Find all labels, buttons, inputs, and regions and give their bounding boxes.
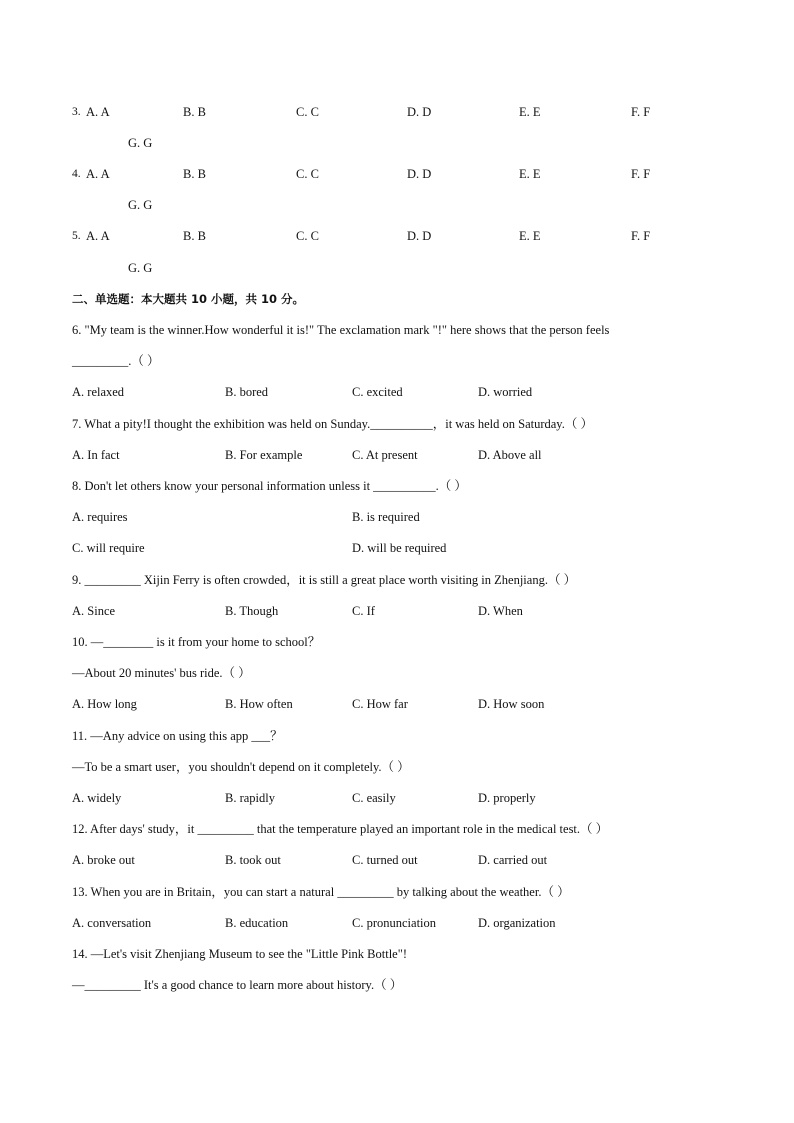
question-number: 4. bbox=[72, 168, 81, 180]
option-b: B. took out bbox=[225, 853, 281, 867]
option-d: D. How soon bbox=[478, 697, 545, 711]
question-10-response: —About 20 minutes' bus ride.（ ） bbox=[72, 666, 251, 680]
section-heading: 二、单选题：本大题共 10 小题，共 10 分。 bbox=[72, 292, 305, 306]
question-6-stem-blank: _________.（ ） bbox=[72, 354, 160, 368]
option-b: B. is required bbox=[352, 510, 420, 524]
option-d: D. will be required bbox=[352, 541, 447, 555]
option-d: D. When bbox=[478, 604, 523, 618]
option-b: B. rapidly bbox=[225, 791, 275, 805]
option-c: C. If bbox=[352, 604, 375, 618]
option-g: G. G bbox=[128, 136, 153, 150]
question-12-stem: 12. After days' study，it _________ that the temperature played an important role in the medical test.（ ） bbox=[72, 822, 609, 836]
option-g: G. G bbox=[128, 198, 153, 212]
option-a: A. A bbox=[86, 105, 110, 119]
option-a: A. conversation bbox=[72, 916, 152, 930]
option-c: C. At present bbox=[352, 448, 418, 462]
option-c: C. excited bbox=[352, 385, 403, 399]
question-14-response: —_________ It's a good chance to learn more about history.（ ） bbox=[72, 978, 403, 992]
option-d: D. D bbox=[407, 105, 432, 119]
question-13-stem: 13. When you are in Britain，you can start a natural _________ by talking about the weather.（ ） bbox=[72, 885, 570, 899]
option-a: A. A bbox=[86, 229, 110, 243]
option-e: E. E bbox=[519, 105, 541, 119]
option-a: A. A bbox=[86, 167, 110, 181]
option-b: B. B bbox=[183, 105, 206, 119]
option-d: D. carried out bbox=[478, 853, 548, 867]
option-a: A. In fact bbox=[72, 448, 120, 462]
option-a: A. broke out bbox=[72, 853, 135, 867]
option-g: G. G bbox=[128, 261, 153, 275]
question-number: 5. bbox=[72, 230, 81, 242]
option-b: B. bored bbox=[225, 385, 269, 399]
option-d: D. D bbox=[407, 229, 432, 243]
option-d: D. organization bbox=[478, 916, 556, 930]
option-c: C. C bbox=[296, 167, 319, 181]
option-c: C. easily bbox=[352, 791, 396, 805]
option-c: C. C bbox=[296, 105, 319, 119]
option-e: E. E bbox=[519, 167, 541, 181]
option-f: F. F bbox=[631, 167, 651, 181]
option-b: B. Though bbox=[225, 604, 279, 618]
question-number: 3. bbox=[72, 106, 81, 118]
question-9-stem: 9. _________ Xijin Ferry is often crowded，it is still a great place worth visiting in Zhenjiang.（ ） bbox=[72, 573, 577, 587]
question-6-stem: 6. "My team is the winner.How wonderful it is!" The exclamation mark "!" here shows that the person feels bbox=[72, 323, 610, 337]
option-c: C. C bbox=[296, 229, 319, 243]
option-e: E. E bbox=[519, 229, 541, 243]
option-c: C. pronunciation bbox=[352, 916, 437, 930]
question-8-stem: 8. Don't let others know your personal information unless it __________.（ ） bbox=[72, 479, 467, 493]
option-b: B. B bbox=[183, 167, 206, 181]
option-a: A. widely bbox=[72, 791, 122, 805]
option-a: A. Since bbox=[72, 604, 116, 618]
option-a: A. requires bbox=[72, 510, 128, 524]
option-a: A. relaxed bbox=[72, 385, 125, 399]
option-b: B. For example bbox=[225, 448, 303, 462]
option-d: D. Above all bbox=[478, 448, 542, 462]
option-b: B. education bbox=[225, 916, 289, 930]
option-f: F. F bbox=[631, 229, 651, 243]
question-11-stem: 11. —Any advice on using this app ___？ bbox=[72, 729, 283, 743]
option-b: B. How often bbox=[225, 697, 293, 711]
option-f: F. F bbox=[631, 105, 651, 119]
question-10-stem: 10. —________ is it from your home to school？ bbox=[72, 635, 321, 649]
option-d: D. properly bbox=[478, 791, 536, 805]
option-c: C. will require bbox=[72, 541, 145, 555]
option-a: A. How long bbox=[72, 697, 137, 711]
option-d: D. D bbox=[407, 167, 432, 181]
option-b: B. B bbox=[183, 229, 206, 243]
question-11-response: —To be a smart user，you shouldn't depend on it completely.（ ） bbox=[72, 760, 410, 774]
question-7-stem: 7. What a pity!I thought the exhibition was held on Sunday.__________，it was held on Saturday.（ ） bbox=[72, 417, 593, 431]
option-c: C. turned out bbox=[352, 853, 418, 867]
option-d: D. worried bbox=[478, 385, 533, 399]
question-14-stem: 14. —Let's visit Zhenjiang Museum to see the "Little Pink Bottle"! bbox=[72, 947, 407, 961]
option-c: C. How far bbox=[352, 697, 408, 711]
